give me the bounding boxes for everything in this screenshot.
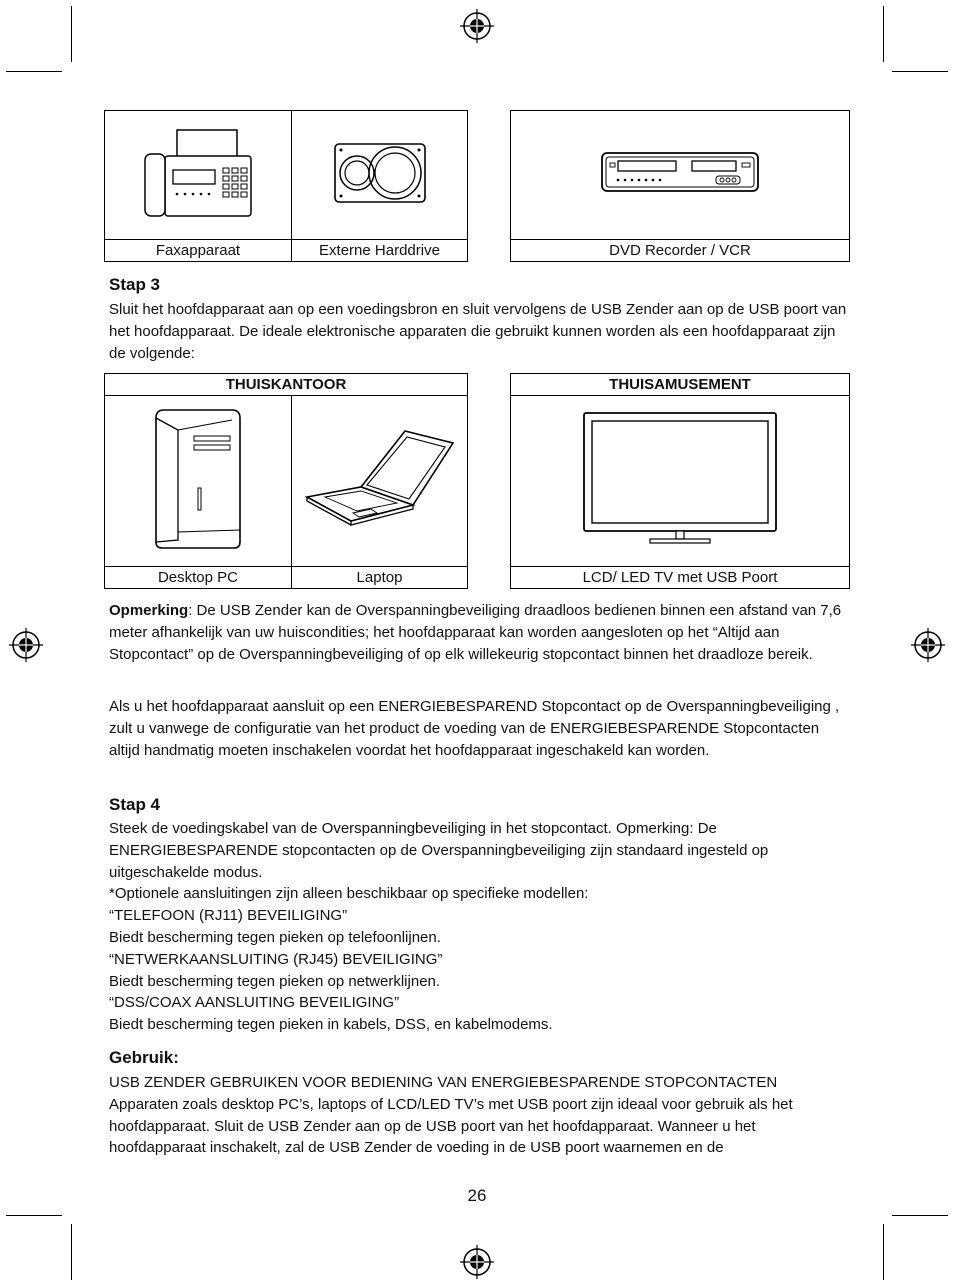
fax-cell [105,111,292,240]
crop-mark [883,1224,884,1280]
crop-mark [892,1215,948,1216]
device-table-top-right [510,110,850,262]
crop-mark [883,6,884,62]
tv-label: LCD/ LED TV met USB Poort [511,567,850,589]
dvd-cell [511,111,850,240]
lcd-tv-icon [580,411,780,547]
stap4-line: Biedt bescherming tegen pieken op telefoonlijnen. [109,928,441,946]
note-label: Opmerking [109,602,189,619]
laptop-cell [292,396,468,567]
note-text: : De USB Zender kan de Overspanningbeveiliging draadloos bedienen binnen een afstand van 7,6 meter afhankelijk van uw huiscondities; het hoofdapparaat kan worden aangesloten op het “Altijd aan Stopcontact” op de Overspanningbeveiliging of op elk willekeurig stopcontact binnen het draadloze bereik. [109,602,842,663]
stap4-text [109,818,854,1036]
home-office-header: THUISKANTOOR [105,374,468,396]
crop-mark [71,1224,72,1280]
registration-mark-icon [911,628,945,662]
device-table-top-left [104,110,468,262]
dvd-label: DVD Recorder / VCR [511,240,850,262]
crop-mark [6,71,62,72]
stap4-heading: Stap 4 [109,795,161,814]
stap3-text: Sluit het hoofdapparaat aan op een voedingsbron en sluit vervolgens de USB Zender aan op de USB poort van het hoofdapparaat. De ideale elektronische apparaten die gebruikt kunnen worden als een hoofdapparaat zijn de volgende: [109,301,847,362]
stap4-line: Biedt bescherming tegen pieken in kabels, DSS, en kabelmodems. [109,1016,553,1034]
stap4-line: “TELEFOON (RJ11) BEVEILIGING” [109,907,348,925]
fax-machine-icon [143,128,253,218]
stap4-line: *Optionele aansluitingen zijn alleen beschikbaar op specifieke modellen: [109,885,589,903]
home-office-table [104,373,468,589]
gebruik-body: Apparaten zoals desktop PC’s, laptops of LCD/LED TV’s met USB poort zijn ideaal voor gebruik als het hoofdapparaat. Sluit de USB Zender aan op de USB poort van het hoofdapparaat. Wanneer u het hoofdapparaat inschakelt, zal de USB Zender de voeding in de USB poort waarnemen en de [109,1095,793,1157]
desktop-pc-icon [148,408,248,550]
tv-cell [511,396,850,567]
registration-mark-icon [460,9,494,43]
home-entertainment-header: THUISAMUSEMENT [511,374,850,396]
gebruik-text [109,1072,854,1159]
note-paragraph [109,600,854,665]
external-harddrive-icon [333,142,427,204]
energy-paragraph: Als u het hoofdapparaat aansluit op een ENERGIEBESPAREND Stopcontact op de Overspanningbeveiliging , zult u vanwege de configuratie van het product de voeding van de ENERGIEBESPARENDE Stopcontacten altijd handmatig moeten inschakelen voordat het hoofdapparaat ingeschakeld kan worden. [109,698,840,759]
gebruik-heading: Gebruik: [109,1048,179,1067]
crop-mark [71,6,72,62]
hdd-cell [292,111,468,240]
fax-label: Faxapparaat [105,240,292,262]
registration-mark-icon [460,1245,494,1279]
hdd-label: Externe Harddrive [292,240,468,262]
laptop-label: Laptop [292,567,468,589]
stap4-line: “DSS/COAX AANSLUITING BEVEILIGING” [109,994,400,1012]
registration-mark-icon [9,628,43,662]
stap4-line: Biedt bescherming tegen pieken op netwerklijnen. [109,972,441,990]
crop-mark [6,1215,62,1216]
desktop-label: Desktop PC [105,567,292,589]
stap4-line: “NETWERKAANSLUITING (RJ45) BEVEILIGING” [109,950,443,968]
desktop-cell [105,396,292,567]
stap4-line: Steek de voedingskabel van de Overspanningbeveiliging in het stopcontact. Opmerking: De ENERGIEBESPARENDE stopcontacten op de Overspanningbeveiliging zijn standaard ingesteld op uitgeschakelde modus. [109,820,769,881]
laptop-icon [305,429,455,529]
page-number: 26 [467,1186,487,1205]
gebruik-subheading: USB ZENDER GEBRUIKEN VOOR BEDIENING VAN ENERGIEBESPARENDE STOPCONTACTEN [109,1074,778,1091]
dvd-recorder-icon [600,151,760,195]
stap3-heading: Stap 3 [109,275,161,294]
home-entertainment-table [510,373,850,589]
crop-mark [892,71,948,72]
